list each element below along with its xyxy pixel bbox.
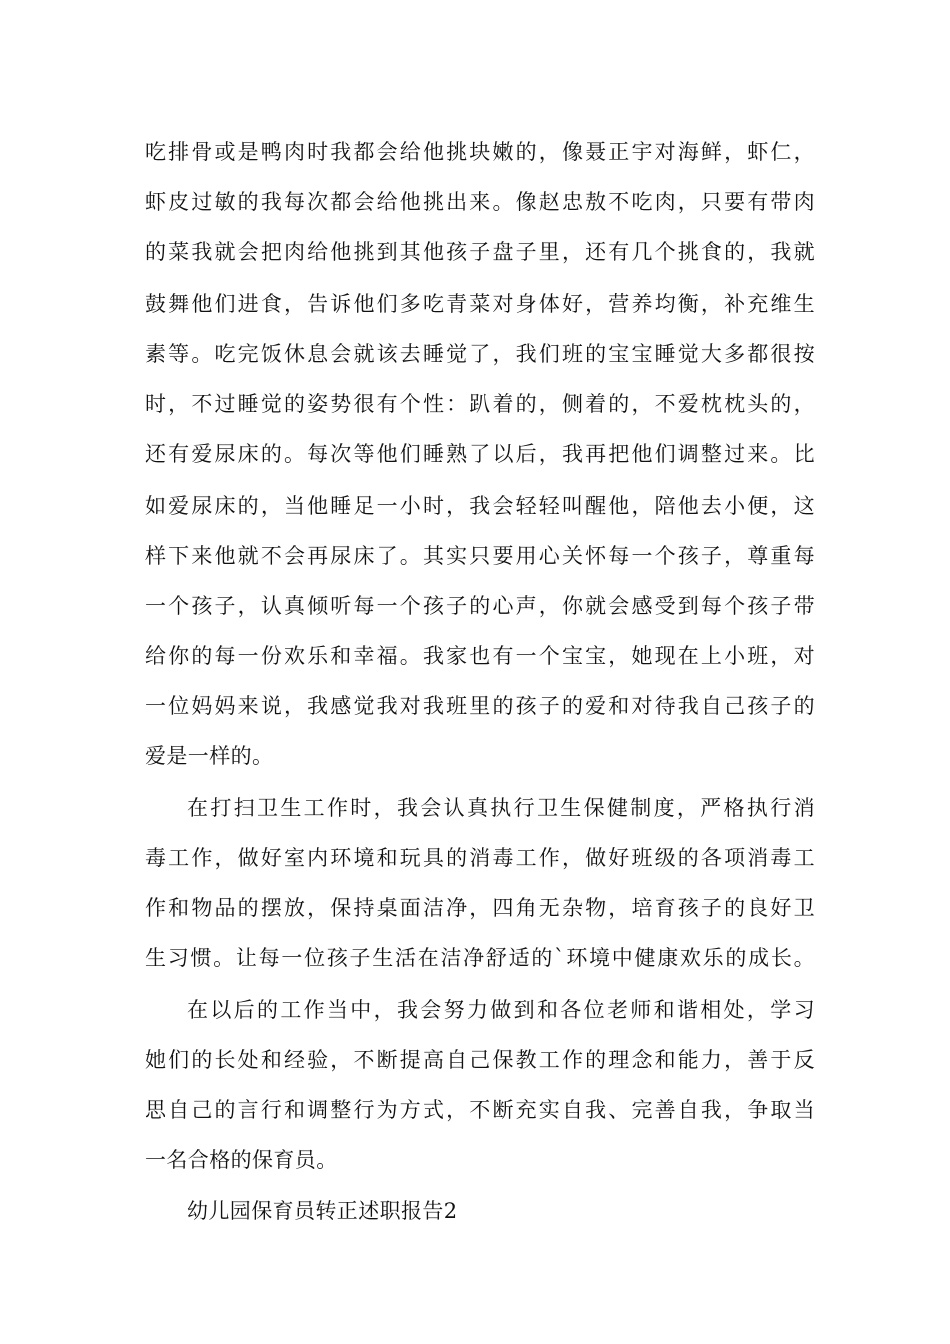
paragraph-1-line-1: 吃排骨或是鸭肉时我都会给他挑块嫩的，像聂正宇对海鲜，虾仁， (145, 140, 815, 164)
section-heading: 幼儿园保育员转正述职报告2 (187, 1199, 458, 1223)
paragraph-1-line-9: 样下来他就不会再尿床了。其实只要用心关怀每一个孩子，尊重每 (145, 544, 815, 568)
paragraph-1-line-11: 给你的每一份欢乐和幸福。我家也有一个宝宝，她现在上小班，对 (145, 644, 815, 668)
paragraph-3-line-2: 她们的长处和经验，不断提高自己保教工作的理念和能力，善于反 (145, 1048, 815, 1072)
paragraph-1-line-8: 如爱尿床的，当他睡足一小时，我会轻轻叫醒他，陪他去小便，这 (145, 494, 815, 518)
paragraph-1-line-13: 爱是一样的。 (145, 744, 274, 768)
paragraph-3-line-3: 思自己的言行和调整行为方式，不断充实自我、完善自我，争取当 (145, 1098, 815, 1122)
paragraph-2-line-1: 在打扫卫生工作时，我会认真执行卫生保健制度，严格执行消 (187, 796, 815, 820)
paragraph-1-line-7: 还有爱尿床的。每次等他们睡熟了以后，我再把他们调整过来。比 (145, 442, 815, 466)
paragraph-3-line-4: 一名合格的保育员。 (145, 1148, 338, 1172)
paragraph-1-line-2: 虾皮过敏的我每次都会给他挑出来。像赵忠敖不吃肉，只要有带肉 (145, 190, 815, 214)
paragraph-1-line-3: 的菜我就会把肉给他挑到其他孩子盘子里，还有几个挑食的，我就 (145, 240, 815, 264)
paragraph-2-line-3: 作和物品的摆放，保持桌面洁净，四角无杂物，培育孩子的良好卫 (145, 896, 815, 920)
paragraph-1-line-6: 时，不过睡觉的姿势很有个性：趴着的，侧着的，不爱枕枕头的， (145, 392, 815, 416)
paragraph-3-line-1: 在以后的工作当中，我会努力做到和各位老师和谐相处，学习 (187, 998, 815, 1022)
paragraph-1-line-4: 鼓舞他们进食，告诉他们多吃青菜对身体好，营养均衡，补充维生 (145, 292, 815, 316)
paragraph-1-line-10: 一个孩子，认真倾听每一个孩子的心声，你就会感受到每个孩子带 (145, 594, 815, 618)
paragraph-1-line-12: 一位妈妈来说，我感觉我对我班里的孩子的爱和对待我自己孩子的 (145, 694, 815, 718)
paragraph-2-line-2: 毒工作，做好室内环境和玩具的消毒工作，做好班级的各项消毒工 (145, 846, 815, 870)
paragraph-1-line-5: 素等。吃完饭休息会就该去睡觉了，我们班的宝宝睡觉大多都很按 (145, 342, 815, 366)
paragraph-2-line-4: 生习惯。让每一位孩子生活在洁净舒适的`环境中健康欢乐的成长。 (145, 946, 815, 970)
